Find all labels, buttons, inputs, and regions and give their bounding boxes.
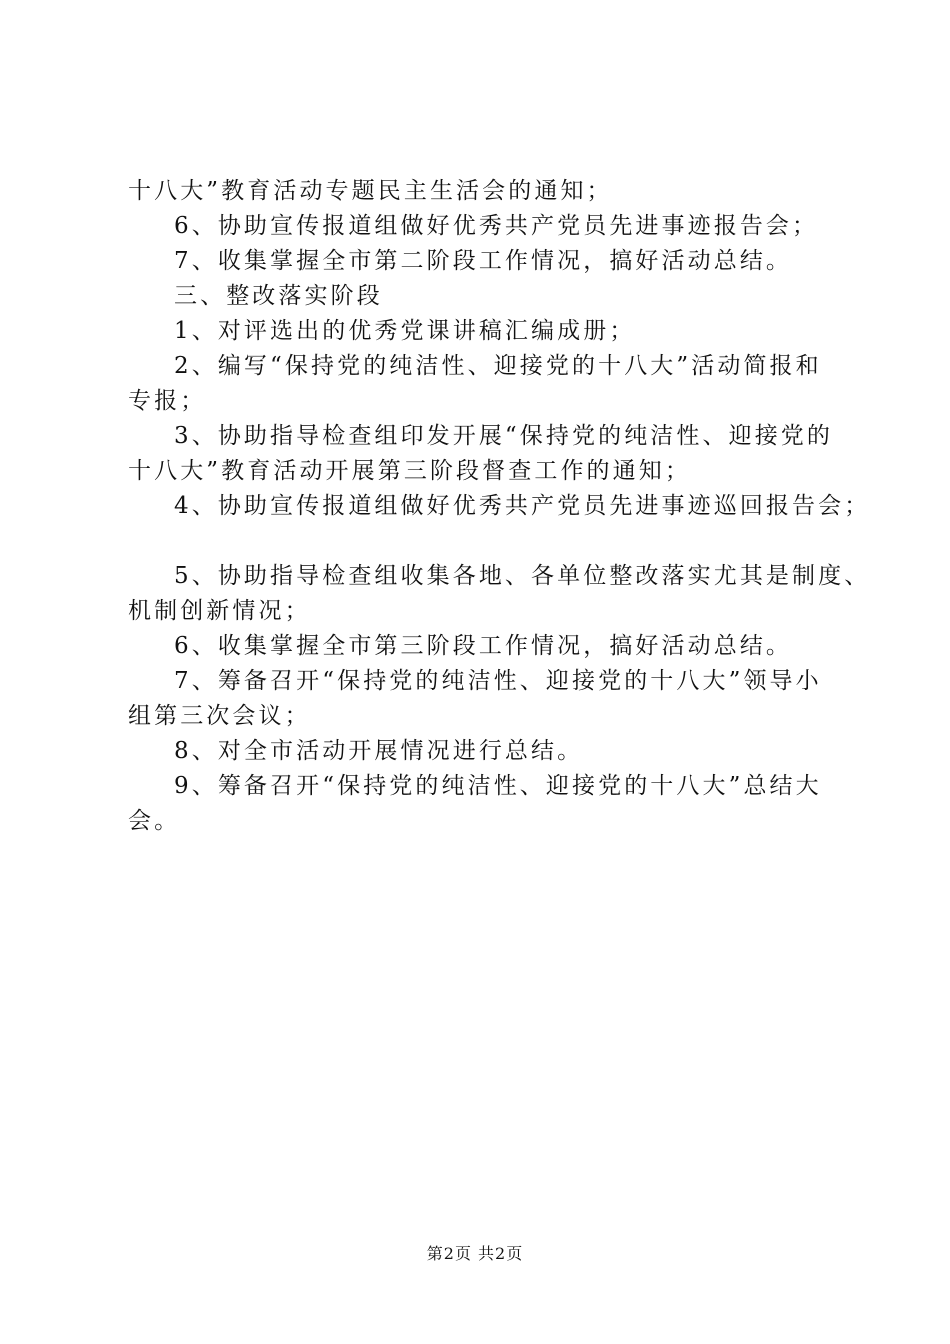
text-line: 6、收集掌握全市第三阶段工作情况，搞好活动总结。 — [174, 633, 793, 659]
text-line: 6、协助宣传报道组做好优秀共产党员先进事迹报告会； — [174, 213, 819, 239]
page-footer: 第2页 共2页 — [426, 1244, 524, 1263]
text-line: 专报； — [128, 388, 207, 414]
text-line: 4、协助宣传报道组做好优秀共产党员先进事迹巡回报告会； — [174, 493, 871, 519]
text-line: 8、对全市活动开展情况进行总结。 — [174, 738, 584, 764]
text-line: 机制创新情况； — [128, 598, 311, 624]
text-line: 会。 — [128, 808, 181, 834]
text-line: 十八大”教育活动专题民主生活会的通知； — [128, 178, 613, 204]
text-line: 组第三次会议； — [128, 703, 311, 729]
blank-line — [128, 524, 843, 559]
text-line: 7、收集掌握全市第二阶段工作情况，搞好活动总结。 — [174, 248, 793, 274]
text-line: 2、编写“保持党的纯洁性、迎接党的十八大”活动简报和 — [174, 353, 822, 379]
document-body — [128, 174, 871, 839]
text-line: 十八大”教育活动开展第三阶段督查工作的通知； — [128, 458, 691, 484]
text-line: 3、协助指导检查组印发开展“保持党的纯洁性、迎接党的 — [174, 423, 833, 449]
section-heading: 三、整改落实阶段 — [174, 283, 383, 309]
text-line: 5、协助指导检查组收集各地、各单位整改落实尤其是制度、 — [174, 563, 871, 589]
text-line: 7、筹备召开“保持党的纯洁性、迎接党的十八大”领导小 — [174, 668, 822, 694]
text-line: 1、对评选出的优秀党课讲稿汇编成册； — [174, 318, 636, 344]
text-line: 9、筹备召开“保持党的纯洁性、迎接党的十八大”总结大 — [174, 773, 822, 799]
